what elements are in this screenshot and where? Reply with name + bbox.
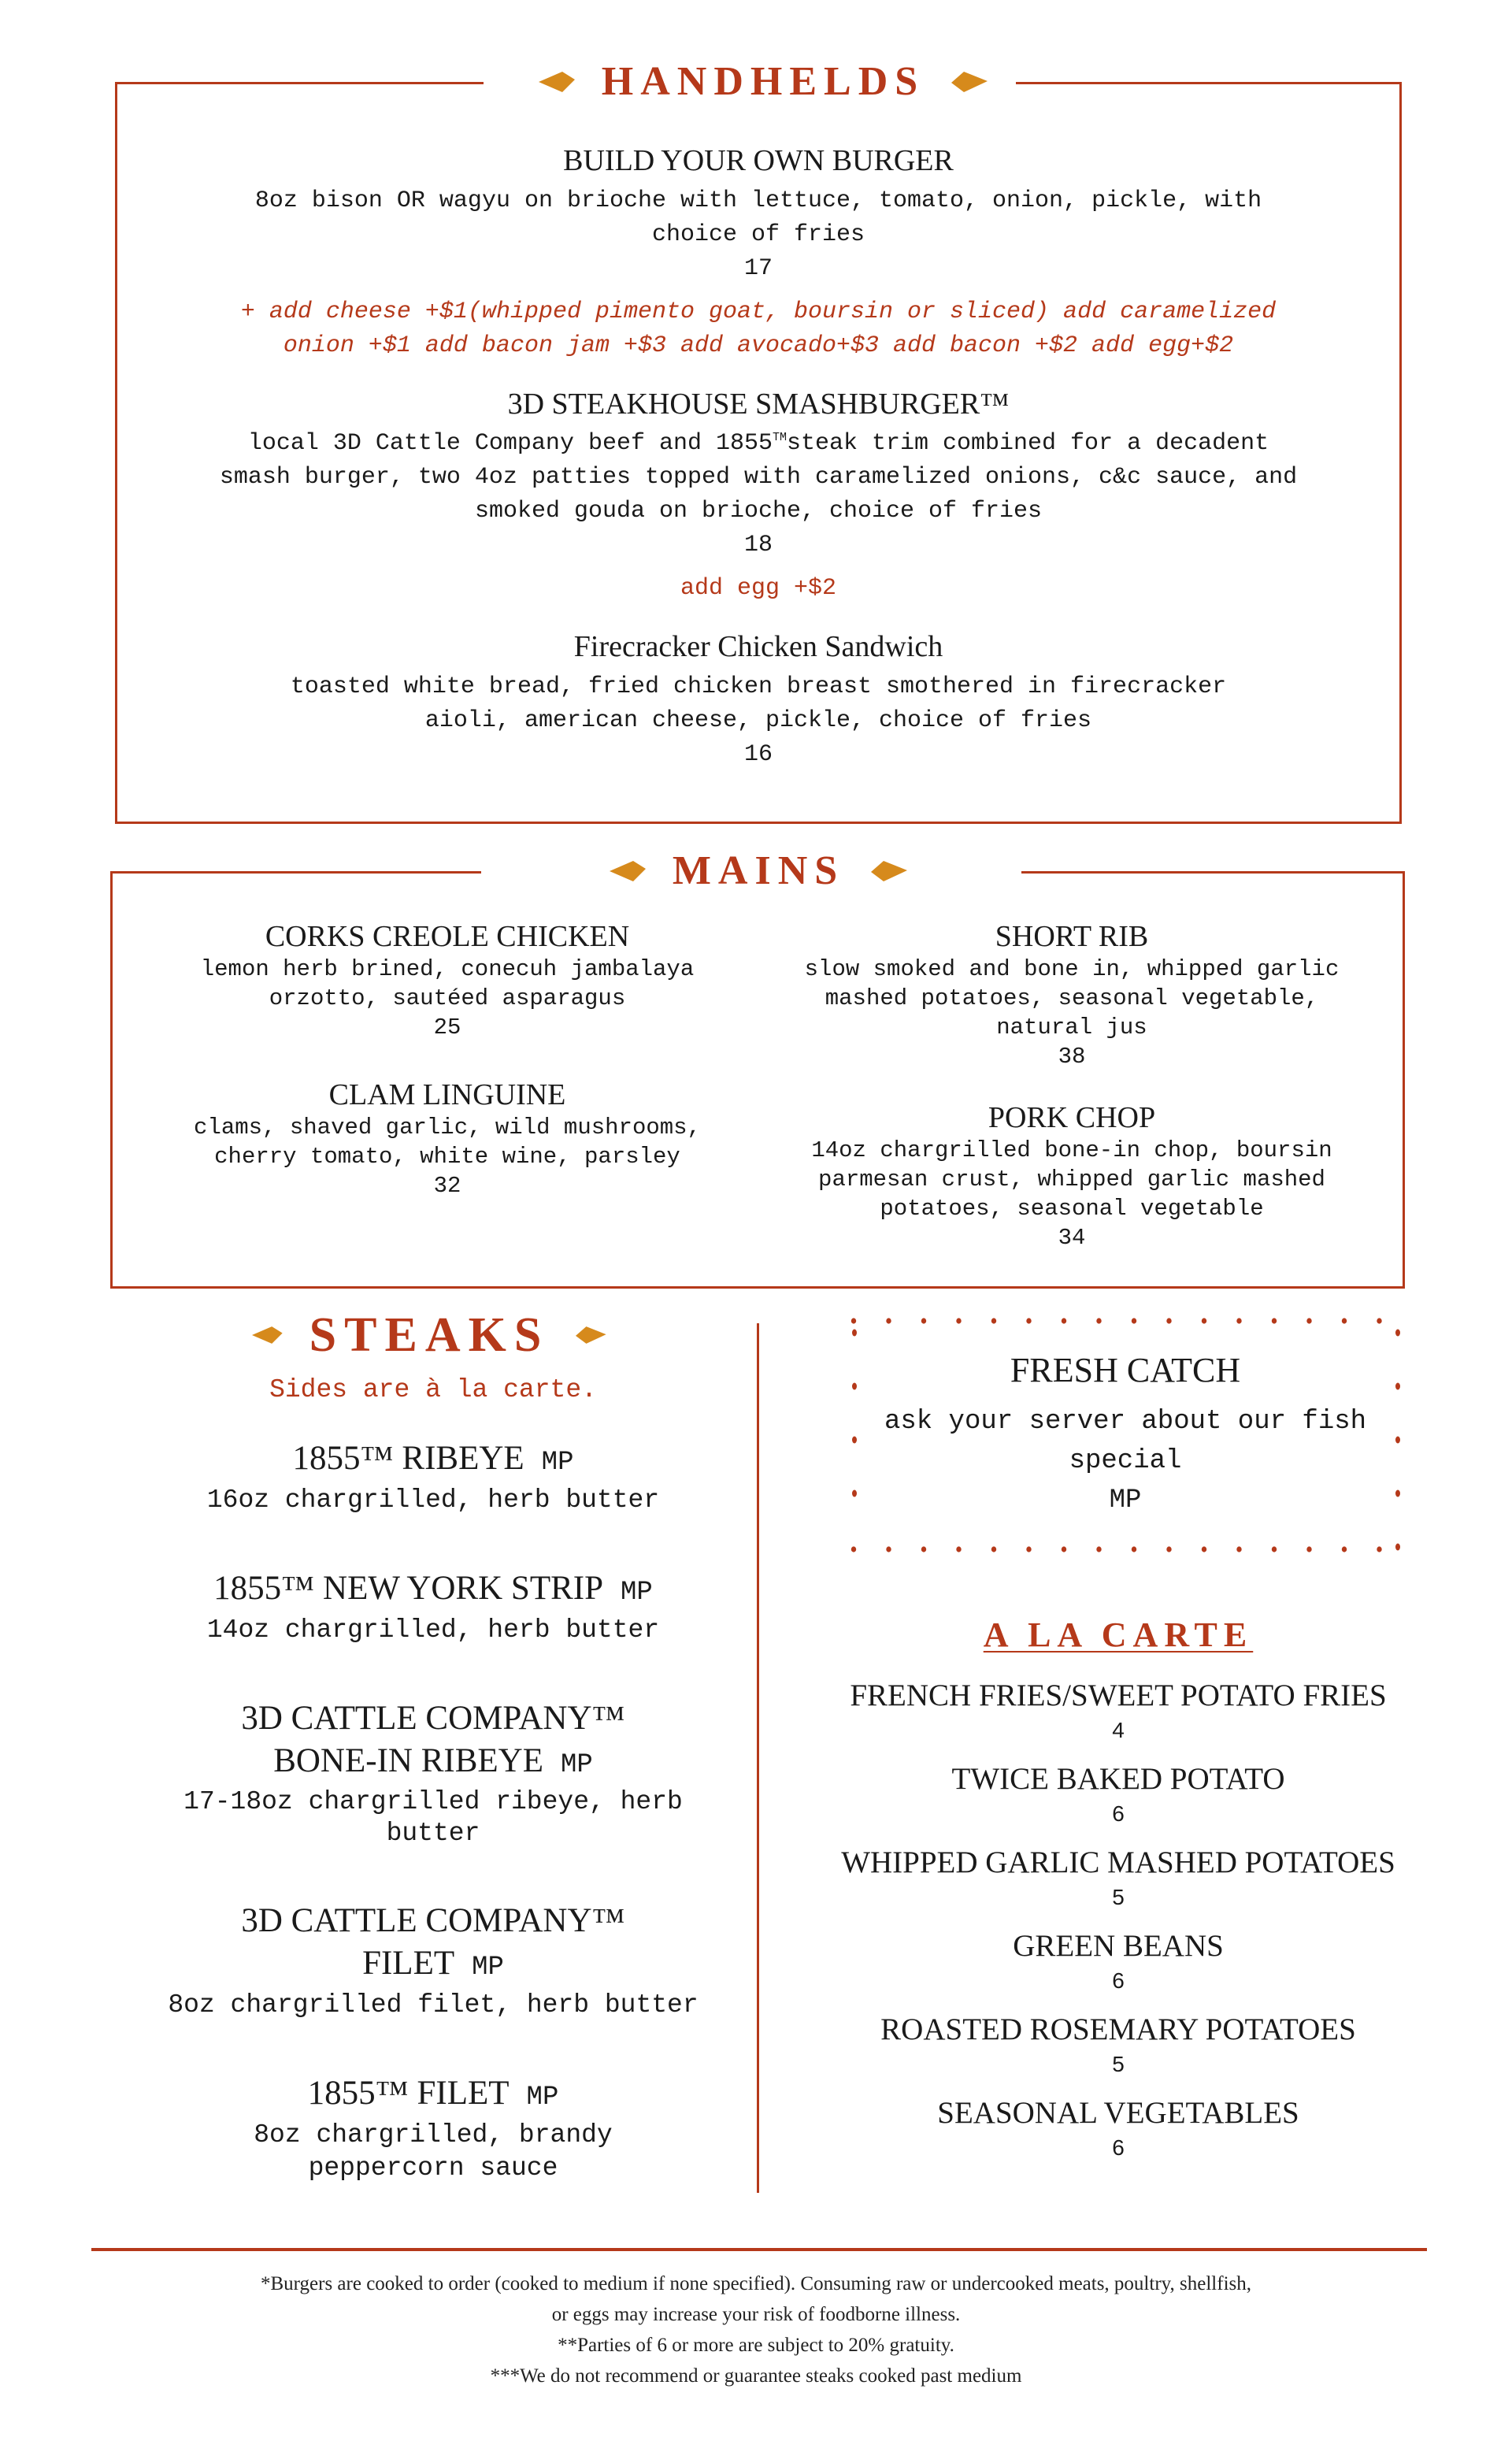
- item-name-text: FILET: [362, 1945, 455, 1982]
- footer-notes: [158, 2268, 1354, 2391]
- diamond-ornament-icon: [951, 72, 988, 92]
- item-description: slow smoked and bone in, whipped garlic mashed potatoes, seasonal vegetable, natural jus: [804, 956, 1340, 1040]
- item-description: lemon herb brined, conecuh jambalaya orzotto, sautéed asparagus: [200, 956, 695, 1011]
- section-title: MAINS: [672, 848, 845, 893]
- section-title: STEAKS: [309, 1308, 550, 1362]
- side-price: 6: [1112, 2135, 1125, 2160]
- item-price: 34: [1058, 1225, 1086, 1251]
- frame-top-line-right: [1016, 82, 1402, 84]
- fresh-catch-content: [850, 1347, 1400, 1520]
- side-item: [803, 1844, 1433, 1913]
- menu-item: [148, 918, 747, 1042]
- frame-top-line-left: [115, 82, 484, 84]
- mains-right-column: [773, 918, 1371, 1281]
- diamond-ornament-icon: [539, 72, 575, 92]
- steak-item: [118, 1567, 748, 1647]
- item-description: toasted white bread, fried chicken breast smothered in firecracker aioli, american cheese, pickle, choice of fries: [290, 673, 1227, 734]
- item-name-text: BONE-IN RIBEYE: [273, 1742, 543, 1779]
- item-name: [165, 1740, 701, 1786]
- item-price: 17: [743, 254, 773, 282]
- side-name: SEASONAL VEGETABLES: [937, 2096, 1299, 2130]
- side-price: 4: [1112, 1718, 1125, 1742]
- side-item: [803, 1677, 1433, 1746]
- item-addons: + add cheese +$1(whipped pimento goat, boursin or sliced) add caramelized onion +$1 add bacon jam +$3 add avocado+$3 add bacon +$2 add egg+$2: [240, 298, 1277, 359]
- mains-section: [110, 848, 1405, 1289]
- side-item: [803, 1760, 1433, 1830]
- steak-item: [118, 1437, 748, 1517]
- item-name: [236, 2072, 630, 2119]
- item-price: MP: [526, 2083, 559, 2112]
- item-description: [212, 427, 1305, 529]
- item-name: [118, 1437, 748, 1484]
- item-name: PORK CHOP: [988, 1101, 1156, 1134]
- mains-left-column: [148, 918, 747, 1229]
- item-description: ask your server about our fish special: [884, 1407, 1367, 1476]
- trademark-mark: TM: [772, 431, 787, 445]
- desc-text: local 3D Cattle Company beef and 1855: [247, 430, 773, 458]
- item-name: [118, 1942, 748, 1989]
- item-description: 17-18oz chargrilled ribeye, herb butter: [183, 1787, 683, 1848]
- handhelds-section: [115, 59, 1402, 824]
- item-description: 8oz chargrilled, brandy peppercorn sauce: [254, 2120, 613, 2183]
- item-price: 25: [433, 1015, 461, 1040]
- item-description: 8oz chargrilled filet, herb butter: [168, 1990, 699, 2020]
- item-price: 32: [433, 1173, 461, 1199]
- a-la-carte-section: [803, 1615, 1433, 2178]
- item-description: 14oz chargrilled, herb butter: [206, 1615, 660, 1645]
- item-description: clams, shaved garlic, wild mushrooms, cherry tomato, white wine, parsley: [194, 1115, 701, 1170]
- side-name: ROASTED ROSEMARY POTATOES: [880, 2012, 1356, 2046]
- item-name: BUILD YOUR OWN BURGER: [563, 144, 954, 177]
- item-name-text: 1855™ RIBEYE: [292, 1440, 524, 1477]
- diamond-ornament-icon: [576, 1325, 606, 1345]
- item-name: CORKS CREOLE CHICKEN: [265, 920, 630, 953]
- item-name-line1: 3D CATTLE COMPANY™: [241, 1700, 625, 1737]
- side-item: [803, 2094, 1433, 2164]
- item-description: 16oz chargrilled, herb butter: [206, 1486, 660, 1515]
- item-description: 14oz chargrilled bone-in chop, boursin parmesan crust, whipped garlic mashed potatoes, seasonal vegetable: [811, 1137, 1332, 1222]
- menu-item: [773, 918, 1371, 1071]
- footer-note: *Burgers are cooked to order (cooked to medium if none specified). Consuming raw or undercooked meats, poultry, shellfish, or eggs may increase your risk of foodborne illness.: [260, 2273, 1251, 2325]
- side-name: WHIPPED GARLIC MASHED POTATOES: [841, 1845, 1395, 1879]
- item-addons: add egg +$2: [680, 575, 837, 603]
- item-name: CLAM LINGUINE: [328, 1078, 566, 1111]
- item-name: FRESH CATCH: [1010, 1351, 1241, 1389]
- item-name: SHORT RIB: [995, 920, 1149, 953]
- diamond-ornament-icon: [871, 861, 907, 881]
- steaks-note: Sides are à la carte.: [269, 1375, 597, 1404]
- side-price: 5: [1112, 2052, 1125, 2076]
- section-title: HANDHELDS: [601, 59, 925, 104]
- item-price: MP: [541, 1448, 574, 1478]
- item-price: MP: [560, 1750, 593, 1780]
- frame-top-line-right: [1021, 871, 1405, 874]
- steaks-list: [118, 1437, 748, 2226]
- item-price: MP: [621, 1578, 653, 1608]
- menu-item: [117, 629, 1399, 772]
- menu-item: [773, 1100, 1371, 1252]
- steak-item: [118, 1697, 748, 1849]
- item-name: [118, 1567, 748, 1614]
- frame-top-line-left: [110, 871, 481, 874]
- item-price: MP: [472, 1953, 504, 1983]
- item-name: 3D STEAKHOUSE SMASHBURGER™: [507, 387, 1010, 421]
- footer-note: **Parties of 6 or more are subject to 20% gratuity.: [558, 2335, 954, 2356]
- side-name: GREEN BEANS: [1013, 1929, 1224, 1963]
- item-name: Firecracker Chicken Sandwich: [573, 630, 943, 664]
- item-price: MP: [1109, 1486, 1142, 1515]
- item-description: 8oz bison OR wagyu on brioche with lettuce, tomato, onion, pickle, with choice of fries: [254, 187, 1262, 248]
- side-name: TWICE BAKED POTATO: [951, 1762, 1285, 1796]
- side-price: 6: [1112, 1968, 1125, 1993]
- fresh-catch-box: [850, 1317, 1400, 1553]
- diamond-ornament-icon: [252, 1325, 283, 1345]
- menu-item: [148, 1077, 747, 1200]
- desc-text: steak trim combined for a decadent smash burger, two 4oz patties topped with caramelized onions, c&c sauce, and smoked gouda on brioche, choice of fries: [219, 430, 1298, 525]
- item-name-text: 1855™ NEW YORK STRIP: [213, 1570, 604, 1607]
- steak-item: [118, 1900, 748, 2022]
- section-header: [511, 54, 1015, 110]
- footer-note: ***We do not recommend or guarantee steaks cooked past medium: [490, 2365, 1022, 2387]
- menu-item: [117, 143, 1399, 363]
- column-divider: [757, 1323, 759, 2193]
- menu-item: [117, 387, 1399, 606]
- footer-divider: [91, 2248, 1427, 2251]
- steak-item: [118, 2072, 748, 2185]
- section-title: A LA CARTE: [983, 1615, 1254, 1654]
- item-name-line1: 3D CATTLE COMPANY™: [241, 1902, 625, 1939]
- side-price: 5: [1112, 1885, 1125, 1909]
- steaks-header: [252, 1308, 606, 1363]
- side-price: 6: [1112, 1801, 1125, 1826]
- side-name: FRENCH FRIES/SWEET POTATO FRIES: [850, 1678, 1387, 1712]
- diamond-ornament-icon: [610, 861, 646, 881]
- section-header: [554, 843, 963, 900]
- side-item: [803, 1927, 1433, 1997]
- item-price: 16: [743, 740, 773, 768]
- side-item: [803, 2011, 1433, 2080]
- item-price: 18: [743, 532, 773, 559]
- item-name-text: 1855™ FILET: [307, 2075, 510, 2112]
- item-price: 38: [1058, 1044, 1086, 1070]
